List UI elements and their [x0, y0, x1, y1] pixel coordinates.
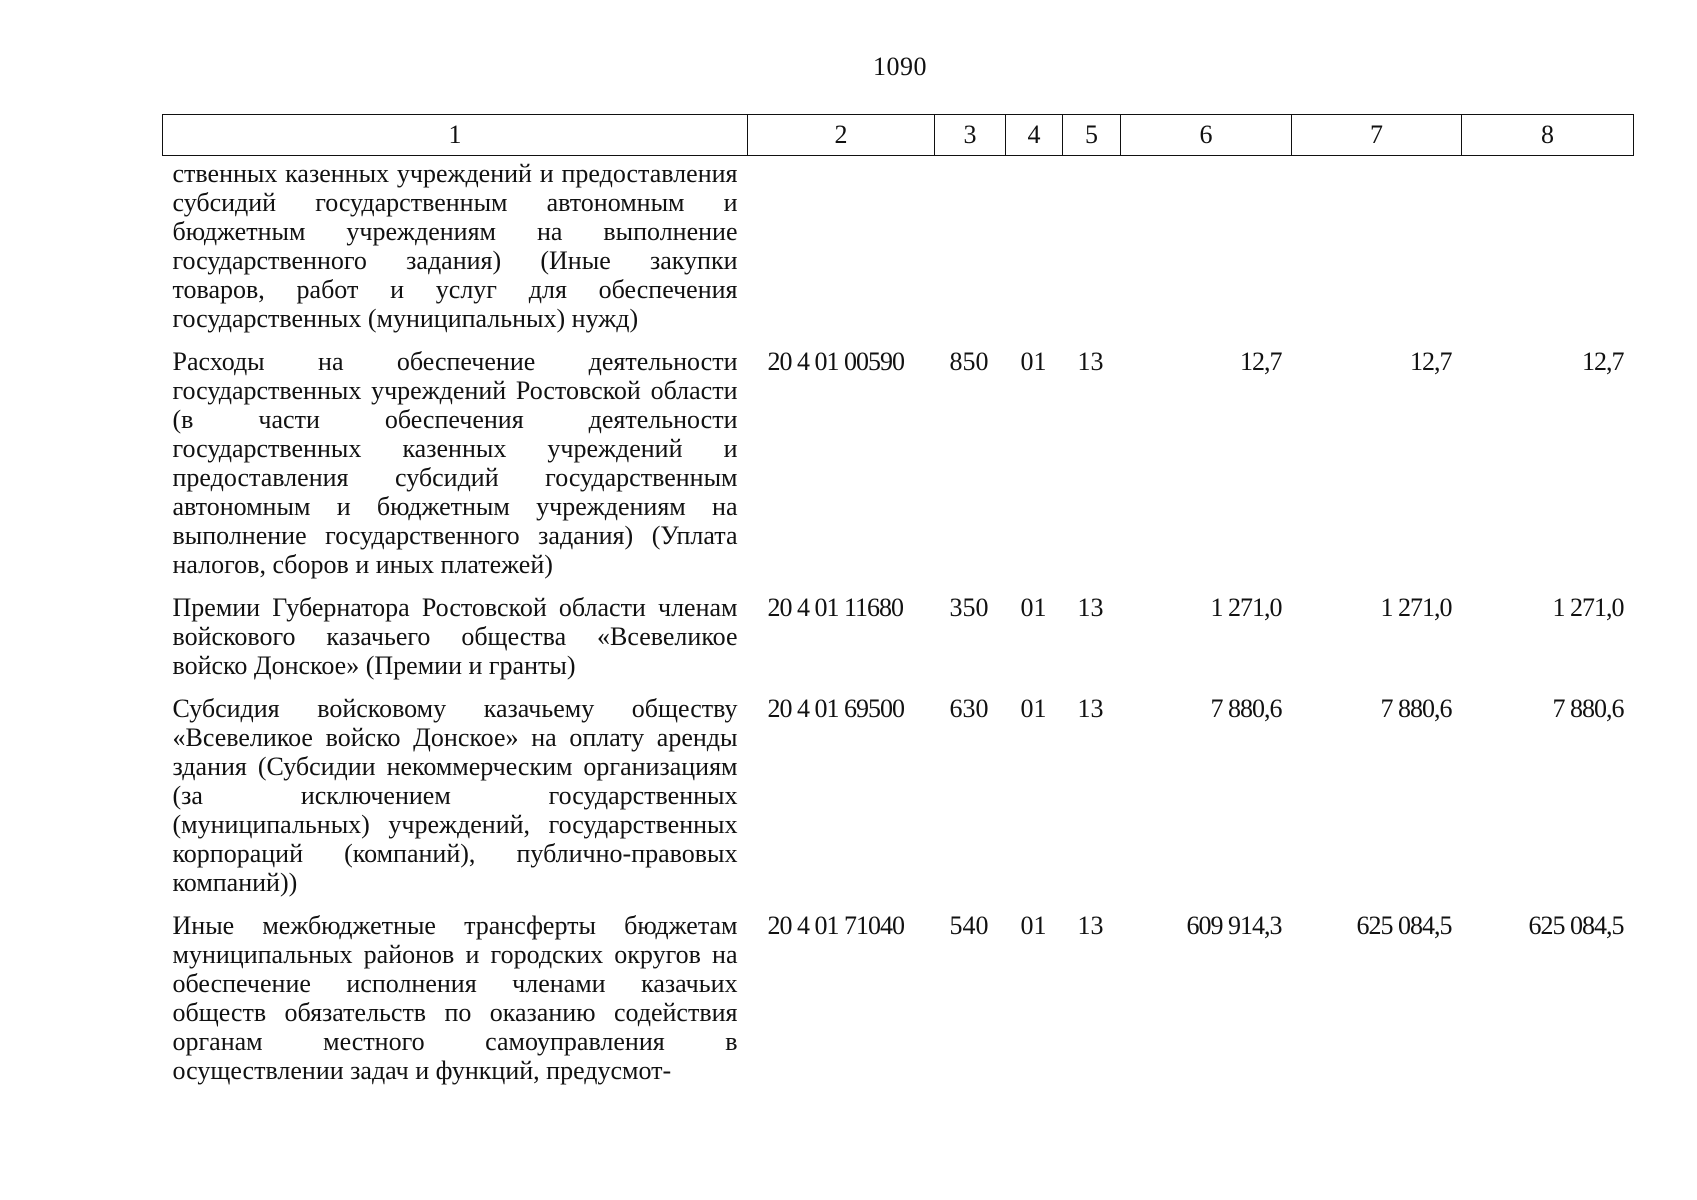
row-description: Расходы на обеспечение деятельности государственных учреждений Ростовской области (в части обеспечения деятельности государственных казенных учреждений и предоставления субсидий государственным автономным и бюджетным учреждениям на выполнение государственного задания) (Уплата налогов, сборов и иных платежей)	[172, 347, 738, 579]
row-section: 01	[1020, 911, 1047, 940]
row-target-code: 20 4 01 00590	[767, 347, 904, 376]
row-amount-year-3: 12,7	[1582, 347, 1624, 376]
row-subsection: 13	[1077, 694, 1104, 723]
row-target-code: 20 4 01 71040	[767, 911, 904, 940]
table-header-row	[163, 115, 1634, 156]
column-header-4: 4	[1006, 115, 1063, 156]
table-row	[163, 343, 1634, 589]
table-row	[163, 589, 1634, 690]
row-target-code: 20 4 01 69500	[767, 694, 904, 723]
table-row	[163, 690, 1634, 907]
row-expense-type: 630	[949, 694, 989, 723]
row-amount-year-2: 12,7	[1410, 347, 1452, 376]
row-amount-year-3: 7 880,6	[1552, 694, 1624, 723]
row-amount-year-1: 609 914,3	[1186, 911, 1282, 940]
row-amount-year-3: 1 271,0	[1552, 593, 1624, 622]
row-subsection: 13	[1077, 347, 1104, 376]
row-expense-type: 350	[949, 593, 989, 622]
row-subsection: 13	[1077, 593, 1104, 622]
row-amount-year-1: 7 880,6	[1210, 694, 1282, 723]
row-target-code	[748, 156, 935, 344]
row-amount-year-2	[1292, 156, 1462, 344]
row-amount-year-1: 1 271,0	[1210, 593, 1282, 622]
table-row	[163, 907, 1634, 1095]
row-subsection	[1063, 156, 1121, 344]
row-target-code: 20 4 01 11680	[767, 593, 904, 622]
column-header-8: 8	[1462, 115, 1634, 156]
row-expense-type: 850	[949, 347, 989, 376]
column-header-2: 2	[748, 115, 935, 156]
row-subsection: 13	[1077, 911, 1104, 940]
column-header-5: 5	[1063, 115, 1121, 156]
row-description: Премии Губернатора Ростовской области членам войскового казачьего общества «Всевеликое войско Донское» (Премии и гранты)	[172, 593, 738, 680]
row-amount-year-2: 7 880,6	[1380, 694, 1452, 723]
row-description: Иные межбюджетные трансферты бюджетам муниципальных районов и городских округов на обеспечение исполнения членами казачьих обществ обязательств по оказанию содействия органам местного самоуправления в осуществлении задач и функций, предусмот-	[172, 911, 738, 1085]
row-description: Субсидия войсковому казачьему обществу «Всевеликое войско Донское» на оплату аренды здания (Субсидии некоммерческим организациям (за исключением государственных (муниципальных) учреждений, государственных корпораций (компаний), публично-правовых компаний))	[172, 694, 738, 897]
row-expense-type	[935, 156, 1006, 344]
row-amount-year-2: 1 271,0	[1380, 593, 1452, 622]
column-header-7: 7	[1292, 115, 1462, 156]
row-amount-year-1	[1121, 156, 1292, 344]
column-header-1: 1	[163, 115, 748, 156]
row-section: 01	[1020, 593, 1047, 622]
row-description: ственных казенных учреждений и предоставления субсидий государственным автономным и бюджетным учреждениям на выполнение государственного задания) (Иные закупки товаров, работ и услуг для обеспечения государственных (муниципальных) нужд)	[172, 159, 738, 333]
row-amount-year-3: 625 084,5	[1528, 911, 1624, 940]
column-header-3: 3	[935, 115, 1006, 156]
row-expense-type: 540	[949, 911, 989, 940]
budget-table	[162, 114, 1634, 1095]
row-amount-year-2: 625 084,5	[1356, 911, 1452, 940]
row-section: 01	[1020, 347, 1047, 376]
column-header-6: 6	[1121, 115, 1292, 156]
table-row	[163, 156, 1634, 344]
row-amount-year-3	[1462, 156, 1634, 344]
row-section	[1006, 156, 1063, 344]
row-section: 01	[1020, 694, 1047, 723]
row-amount-year-1: 12,7	[1240, 347, 1282, 376]
page-number: 1090	[873, 52, 927, 81]
